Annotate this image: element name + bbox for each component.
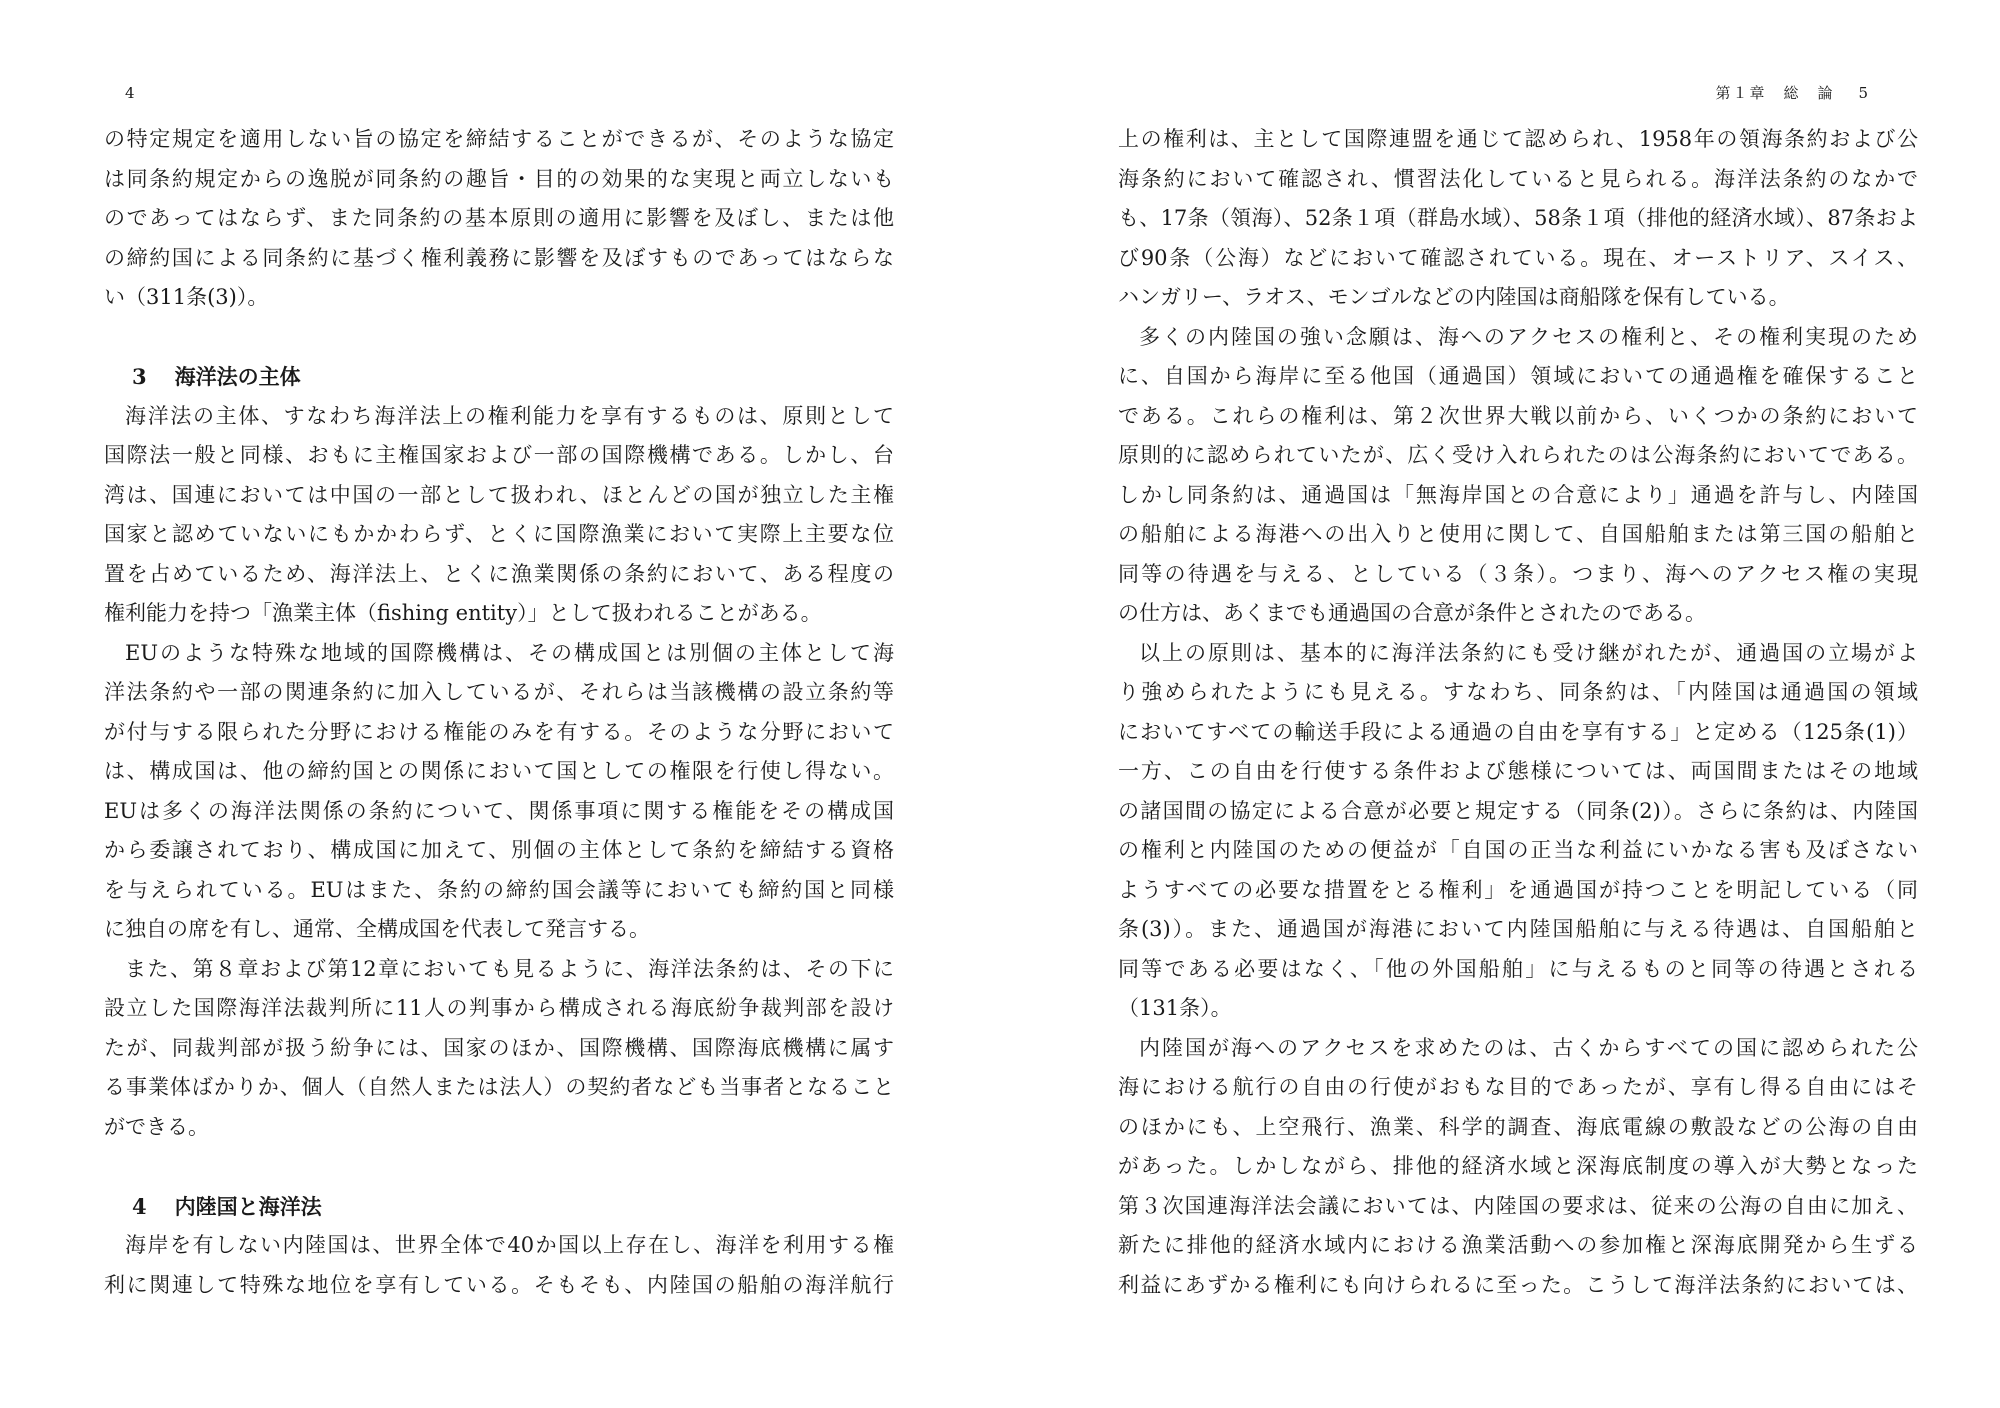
section-spacer (104, 1147, 894, 1187)
text-line: 利に関連して特殊な地位を享有している。そもそも、内陸国の船舶の海洋航行 (104, 1272, 894, 1297)
text-line: しかし同条約は、通過国は「無海岸国との合意により」通過を許与し、内陸国 (1118, 482, 1918, 507)
text-line: が付与する限られた分野における権能のみを有する。そのような分野において (104, 719, 894, 744)
section-title: 海洋法の主体 (174, 364, 301, 389)
text-line: 設立した国際海洋法裁判所に11人の判事から構成される海底紛争裁判部を設け (104, 996, 894, 1020)
page-number: 4 (125, 84, 135, 102)
text-line: から委譲されており、構成国に加えて、別個の主体として条約を締結する資格 (104, 838, 894, 862)
text-line: 原則的に認められていたが、広く受け入れられたのは公海条約においてである。 (1118, 443, 1918, 467)
text-line: に、自国から海岸に至る他国（通過国）領域においての通過権を確保すること (1118, 364, 1918, 388)
text-line: を与えられている。EUはまた、条約の締約国会議等においても締約国と同様 (104, 877, 894, 902)
text-line: である。これらの権利は、第２次世界大戦以前から、いくつかの条約において (1118, 403, 1918, 428)
text-line: 条(3)）。また、通過国が海港において内陸国船舶に与える待遇は、自国船舶と (1118, 917, 1918, 941)
text-line: EUは多くの海洋法関係の条約について、関係事項に関する権能をその構成国 (104, 798, 894, 823)
text-line: 上の権利は、主として国際連盟を通じて認められ、1958年の領海条約および公 (1118, 127, 1918, 151)
text-line: （131条）。 (1118, 996, 1232, 1020)
text-line: ようすべての必要な措置をとる権利」を通過国が持つことを明記している（同 (1118, 877, 1918, 902)
text-line: 海岸を有しない内陸国は、世界全体で40か国以上存在し、海洋を利用する権 (125, 1233, 894, 1257)
text-line: 権利能力を持つ「漁業主体（fishing entity）」として扱われることがある。 (104, 601, 822, 625)
text-line: い（311条(3)）。 (104, 285, 269, 309)
text-line: ができる。 (104, 1114, 209, 1139)
section-number: 4 (132, 1193, 147, 1219)
text-line: 多くの内陸国の強い念願は、海へのアクセスの権利と、その権利実現のため (1139, 324, 1918, 349)
section-heading (104, 1187, 894, 1227)
text-line: 湾は、国連においては中国の一部として扱われ、ほとんどの国が独立した主権 (104, 482, 894, 507)
text-line: においてすべての輸送手段による通過の自由を享有する」と定める（125条(1)） (1118, 719, 1918, 744)
text-line: に独自の席を有し、通常、全構成国を代表して発言する。 (104, 917, 650, 941)
section-heading (104, 357, 894, 397)
text-line: の特定規定を適用しない旨の協定を締結することができるが、そのような協定 (104, 127, 894, 151)
text-line: 国際法一般と同様、おもに主権国家および一部の国際機構である。しかし、台 (104, 443, 894, 467)
text-line: の権利と内陸国のための便益が「自国の正当な利益にいかなる害も及ぼさない (1118, 838, 1918, 862)
text-line: 国家と認めていないにもかかわらず、とくに国際漁業において実際上主要な位 (104, 522, 894, 546)
text-line: は同条約規定からの逸脱が同条約の趣旨・目的の効果的な実現と両立しないも (104, 166, 894, 191)
text-line: は、構成国は、他の締約国との関係において国としての権限を行使し得ない。 (104, 759, 894, 783)
running-head (1715, 82, 1870, 103)
text-line: があった。しかしながら、排他的経済水域と深海底制度の導入が大勢となった (1118, 1154, 1918, 1178)
text-line: び90条（公海）などにおいて確認されている。現在、オーストリア、スイス、 (1118, 245, 1918, 270)
right-page-body (1118, 120, 1918, 1305)
text-line: 海における航行の自由の行使がおもな目的であったが、享有し得る自由にはそ (1118, 1075, 1918, 1099)
page-number: 5 (1858, 84, 1870, 102)
text-line: EUのような特殊な地域的国際機構は、その構成国とは別個の主体として海 (125, 640, 894, 665)
text-line: 利益にあずかる権利にも向けられるに至った。こうして海洋法条約においては、 (1118, 1272, 1918, 1297)
left-page-body (104, 120, 894, 1305)
section-spacer (104, 318, 894, 358)
text-line: の締約国による同条約に基づく権利義務に影響を及ぼすものであってはならな (104, 245, 894, 270)
text-line: 洋法条約や一部の関連条約に加入しているが、それらは当該機構の設立条約等 (104, 680, 894, 704)
text-line: 以上の原則は、基本的に海洋法条約にも受け継がれたが、通過国の立場がよ (1139, 640, 1918, 665)
text-line: 同等の待遇を与える、としている（３条）。つまり、海へのアクセス権の実現 (1118, 561, 1918, 586)
text-line: も、17条（領海）、52条１項（群島水域）、58条１項（排他的経済水域）、87条およ (1118, 206, 1918, 230)
text-line: る事業体ばかりか、個人（自然人または法人）の契約者なども当事者となること (104, 1075, 894, 1099)
text-line: 海条約において確認され、慣習法化していると見られる。海洋法条約のなかで (1118, 166, 1918, 191)
text-line: の船舶による海港への出入りと使用に関して、自国船舶または第三国の船舶と (1118, 522, 1918, 546)
text-line: 新たに排他的経済水域内における漁業活動への参加権と深海底開発から生ずる (1118, 1233, 1918, 1257)
text-line: のであってはならず、また同条約の基本原則の適用に影響を及ぼし、または他 (104, 206, 894, 230)
text-line: 海洋法の主体、すなわち海洋法上の権利能力を享有するものは、原則として (125, 403, 894, 428)
text-line: たが、同裁判部が扱う紛争には、国家のほか、国際機構、国際海底機構に属す (104, 1035, 894, 1060)
text-line: 内陸国が海へのアクセスを求めたのは、古くからすべての国に認められた公 (1139, 1035, 1918, 1060)
chapter-title: 第１章 総 論 (1715, 84, 1835, 102)
text-line: 第３次国連海洋法会議においては、内陸国の要求は、従来の公海の自由に加え、 (1118, 1193, 1918, 1218)
text-line: の仕方は、あくまでも通過国の合意が条件とされたのである。 (1118, 601, 1706, 625)
text-line: 一方、この自由を行使する条件および態様については、両国間またはその地域 (1118, 759, 1918, 783)
text-line: また、第８章および第12章においても見るように、海洋法条約は、その下に (125, 956, 894, 981)
text-line: のほかにも、上空飛行、漁業、科学的調査、海底電線の敷設などの公海の自由 (1118, 1114, 1918, 1139)
text-line: り強められたようにも見える。すなわち、同条約は、「内陸国は通過国の領域 (1118, 680, 1918, 704)
text-line: 同等である必要はなく、「他の外国船舶」に与えるものと同等の待遇とされる (1118, 956, 1918, 981)
right-page (1000, 0, 2000, 1408)
text-line: の諸国間の協定による合意が必要と規定する（同条(2)）。さらに条約は、内陸国 (1118, 798, 1918, 823)
section-number: 3 (132, 364, 147, 389)
text-line: 置を占めているため、海洋法上、とくに漁業関係の条約において、ある程度の (104, 561, 894, 586)
section-title: 内陸国と海洋法 (174, 1193, 322, 1219)
text-line: ハンガリー、ラオス、モンゴルなどの内陸国は商船隊を保有している。 (1118, 285, 1790, 309)
